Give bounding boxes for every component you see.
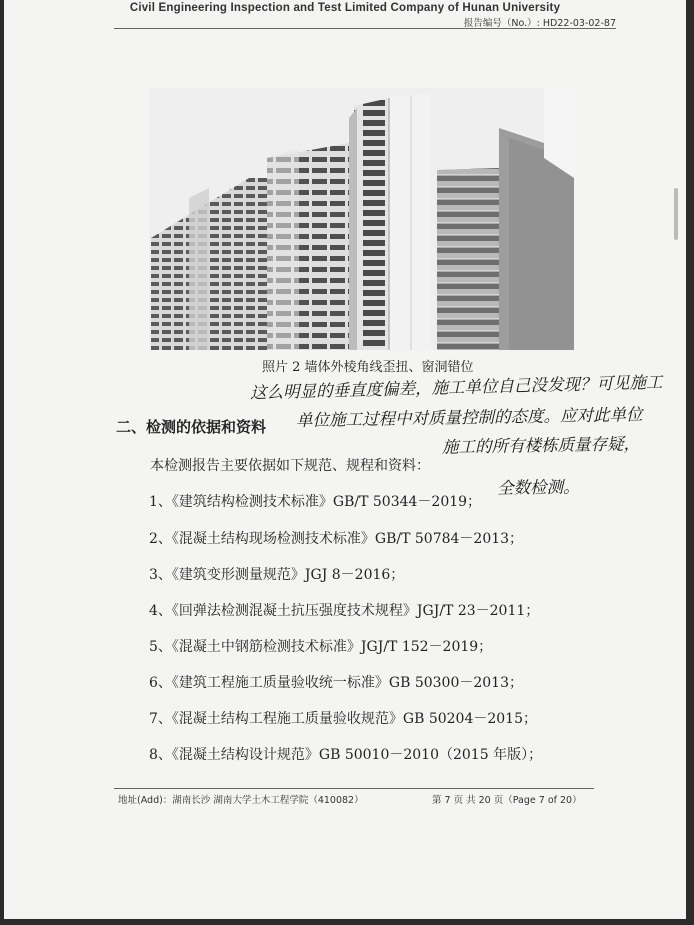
section-intro: 本检测报告主要依据如下规范、规程和资料：	[150, 458, 430, 474]
report-number: 报告编号（No.）: HD22-03-02-87	[463, 18, 616, 29]
footer-page-number: 第 7 页 共 20 页（Page 7 of 20）	[432, 795, 582, 806]
photo-caption: 照片 2 墙体外棱角线歪扭、窗洞错位	[262, 360, 474, 375]
footer-divider	[114, 788, 594, 789]
standard-item-5: 5、《混凝土中钢筋检测技术标准》JGJ/T 152－2019；	[149, 639, 493, 655]
footer-address: 地址(Add)：湖南长沙 湖南大学土木工程学院（410082）	[118, 795, 364, 806]
header-title: Civil Engineering Inspection and Test Limited Company of Hunan University	[129, 2, 561, 14]
header-divider	[114, 28, 616, 29]
section-heading: 二、检测的依据和资料	[116, 418, 267, 436]
standard-item-6: 6、《建筑工程施工质量验收统一标准》GB 50300－2013；	[149, 675, 523, 691]
standard-item-3: 3、《建筑变形测量规范》JGJ 8－2016；	[149, 567, 405, 583]
handwritten-note-line-2: 单位施工过程中对质量控制的态度。应对此单位	[295, 404, 643, 431]
standard-item-8: 8、《混凝土结构设计规范》GB 50010－2010（2015 年版）；	[149, 747, 543, 763]
handwritten-note-line-4: 全数检测。	[496, 477, 580, 498]
standard-item-7: 7、《混凝土结构工程施工质量验收规范》GB 50204－2015；	[149, 711, 537, 727]
scrollbar-thumb[interactable]	[674, 188, 678, 240]
standard-item-1: 1、《建筑结构检测技术标准》GB/T 50344－2019；	[149, 494, 482, 510]
handwritten-note-line-3: 施工的所有楼栋质量存疑，	[441, 434, 641, 457]
standard-item-2: 2、《混凝土结构现场检测技术标准》GB/T 50784－2013；	[149, 531, 524, 547]
building-facade-photo	[149, 88, 574, 350]
handwritten-note-line-1: 这么明显的垂直度偏差，施工单位自己没发现？可见施工	[249, 372, 663, 403]
standard-item-4: 4、《回弹法检测混凝土抗压强度技术规程》JGJ/T 23－2011；	[149, 603, 540, 619]
document-page	[4, 0, 686, 919]
